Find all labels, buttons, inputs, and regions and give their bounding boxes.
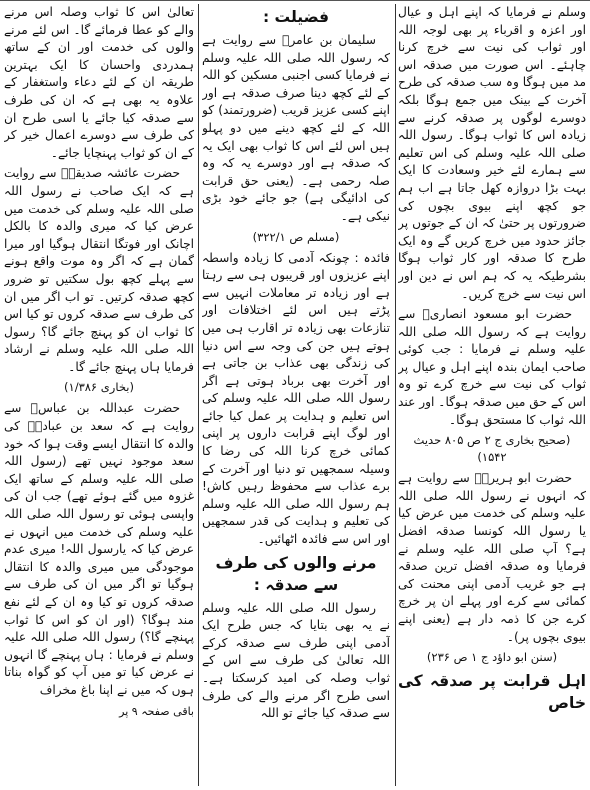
right-paragraph-1: وسلم نے فرمایا کہ اپنے اہل و عیال اور اعزہ و اقرباء پر بھی لوجہ اللہ اور ثواب کی نیت سے خرچ کرنا چاہئے۔ اس صورت میں صدقہ اس مد میں ہوگا وہ سب صدقہ کی طرح آخرت کے بینک میں جمع ہوگا بلکہ دوسرے لوگوں پر صدقہ کرنے سے زیادہ اس کا ثواب ہوگا۔ رسول اللہ صلی اللہ علیہ وسلم کی اس تعلیم سے ہمارے لئے خیر وسعادت کا ایک بہت بڑا دروازہ کھل جاتا ہے اب ہم جو کچھ اپنے بیوی بچوں کی ضرورتوں پر حتیٰ کہ ان کے جوتوں پر جائز حدود میں خرچ کریں گے وہ ایک طرح کا صدقہ اور کار ثواب ہوگا بشرطیکہ یہ کہ ہم اس نے دین اور اس نیت سے خرچ کریں۔ xyxy=(398,5,586,301)
left-reference-1: (بخاری ۱/۳۸۶) xyxy=(64,380,134,395)
right-reference-2: (سنن ابو داؤد ج ۱ ص ۲۳۶) xyxy=(426,650,558,665)
middle-heading-2: مرنے والوں کی طرف سے صدقہ : xyxy=(215,553,377,594)
middle-column xyxy=(202,4,390,786)
left-column xyxy=(4,4,194,786)
continued-footer: باقی صفحہ ۹ پر xyxy=(119,704,194,718)
middle-paragraph-3: رسول اللہ صلی اللہ علیہ وسلم نے یہ بھی بتایا کہ جس طرح ایک آدمی اپنی طرف سے صدقہ کرکے اللہ تعالیٰ کی طرف سے اس کے ثواب وصلہ کی امید کرسکتا ہے۔ اسی طرح اگر مرنے والے کی طرف سے صدقہ کیا جائے تو اللہ xyxy=(202,600,390,721)
right-paragraph-2: حضرت ابو مسعود انصاریؓ سے روایت ہے کہ رسول اللہ صلی اللہ علیہ وسلم نے فرمایا : جب کوئی صاحب ایمان بندہ اپنے اہل و عیال پر ثواب کی نیت سے خرچ کرے تو وہ اس کے حق میں صدقہ ہوگا۔ اور عند اللہ ثواب کا مستحق ہوگا۔ xyxy=(398,307,586,427)
column-divider-left xyxy=(198,4,199,786)
right-section-heading: اہل قرابت پر صدقہ کی خاص xyxy=(398,672,586,713)
right-reference-1: (صحیح بخاری ج ۲ ص ۸۰۵ حدیث ۱۵۴۲) xyxy=(413,433,571,465)
middle-paragraph-1: سلیمان بن عامرؓ سے روایت ہے کہ رسول اللہ صلی اللہ علیہ وسلم نے فرمایا کسی اجنبی مسکین کو اللہ کے لئے کچھ دینا صرف صدقہ ہے اور اپنے کسی عزیز قریب (ضرورتمند) کو اللہ کے لئے کچھ دینے میں دو پہلو ہیں اس لئے اس کا ثواب بھی ایک یہ کہ صدقہ ہے اور دوسرے یہ کہ وہ صلہ رحمی ہے۔ (یعنی حق قرابت کی ادائیگی ہے) جو جائے خود بڑی نیکی ہے۔ xyxy=(202,33,390,223)
middle-paragraph-2: فائدہ : چونکہ آدمی کا زیادہ واسطہ اپنے عزیزوں اور قریبوں ہی سے رہتا ہے اور زیادہ تر معاملات انہیں سے پڑتے ہیں اس لئے اختلافات اور تنازعات بھی زیادہ تر اقارب ہی میں ہوتے ہیں جن کی وجہ سے اس دنیا کی زندگی بھی عذاب بن جاتی ہے اور آخرت بھی برباد ہوتی ہے اگر رسول اللہ صلی اللہ علیہ وسلم کی اس تعلیم و ہدایت پر عمل کیا جائے اور لوگ اپنے قرابت داروں پر اپنی کمائی خرچ کرنا اللہ کی رضا کا وسیلہ سمجھیں تو دنیا اور آخرت کے برے عذاب سے محفوظ رہیں کاش! ہم رسول اللہ صلی اللہ علیہ وسلم کی تعلیم و ہدایت کی قدر سمجھیں اور اس سے فائدہ اٹھائیں۔ xyxy=(202,250,390,547)
right-column xyxy=(398,4,586,786)
left-paragraph-1: تعالیٰ اس کا ثواب وصلہ اس مرنے والے کو عطا فرمائے گا۔ اس لئے مرنے والوں کی خدمت اور ان کے ساتھ ہمدردی واحسان کا ایک بہترین طریقہ ان کے لئے دعاء واستغفار کے علاوہ یہ بھی ہے کہ ان کی طرف سے صدقہ کیا جائے یا اسی طرح ان کی طرف سے دوسرے اعمال خیر کر کے ان کو ثواب پہنچایا جائے۔ xyxy=(4,5,194,160)
middle-heading: فضیلت : xyxy=(262,8,330,26)
left-paragraph-2: حضرت عائشہ صدیقہؓ سے روایت ہے کہ ایک صاحب نے رسول اللہ صلی اللہ علیہ وسلم کی خدمت میں عرض کیا کہ میری والدہ کا بالکل اچانک اور فوتگا انتقال ہوگیا اور میرا گمان ہے کہ اگر وہ موت واقع ہونے سے پہلے کچھ بول سکتیں تو ضرور کچھ صدقہ کرتیں۔ تو اب اگر میں ان کی طرف سے صدقہ کروں تو کیا اس کا ثواب ان کو پہنچ جائے گا؟ رسول اللہ صلی اللہ علیہ وسلم نے ارشاد فرمایا ہاں پہنچ جائے گا۔ xyxy=(4,166,194,374)
middle-reference-1: (مسلم ص ۳۲۲/۱) xyxy=(252,229,340,244)
page-top-rule xyxy=(0,0,590,1)
right-paragraph-3: حضرت ابو ہریرہؓ سے روایت ہے کہ انہوں نے رسول اللہ صلی اللہ علیہ وسلم کی خدمت میں عرض کیا یا رسول اللہ کونسا صدقہ افضل ہے؟ آپ صلی اللہ علیہ وسلم نے فرمایا وہ صدقہ افضل ترین صدقہ ہے جو غریب آدمی اپنی محنت کی کمائی سے کرے اور پہلے ان پر خرچ کرے جن کا ذمہ دار ہے (یعنی اپنے بیوی بچوں پر)۔ xyxy=(398,471,586,644)
left-paragraph-3: حضرت عبداللہ بن عباسؓ سے روایت ہے کہ سعد بن عبادہؓ کی والدہ کا انتقال ایسے وقت ہوا کہ خود سعد موجود نہیں تھے (رسول اللہ صلی اللہ علیہ وسلم کے ساتھ ایک غزوہ میں گئے ہوئے تھے) جب ان کی واپسی ہوئی تو رسول اللہ صلی اللہ علیہ وسلم کی خدمت میں انہوں نے عرض کیا کہ یارسول اللہ! میری عدم موجودگی میں میری والدہ کا انتقال ہوگیا تو اگر میں ان کی طرف سے صدقہ کروں تو کیا وہ ان کے لئے نفع مند ہوگا؟ (اور ان کو اس کا ثواب پہنچے گا؟) رسول اللہ صلی اللہ علیہ وسلم نے فرمایا : ہاں پہنچے گا انہوں نے عرض کیا تو میں آپ کو گواہ بناتا ہوں کہ میں نے اپنا باغ مخراف xyxy=(4,401,194,697)
column-divider-right xyxy=(395,4,396,786)
